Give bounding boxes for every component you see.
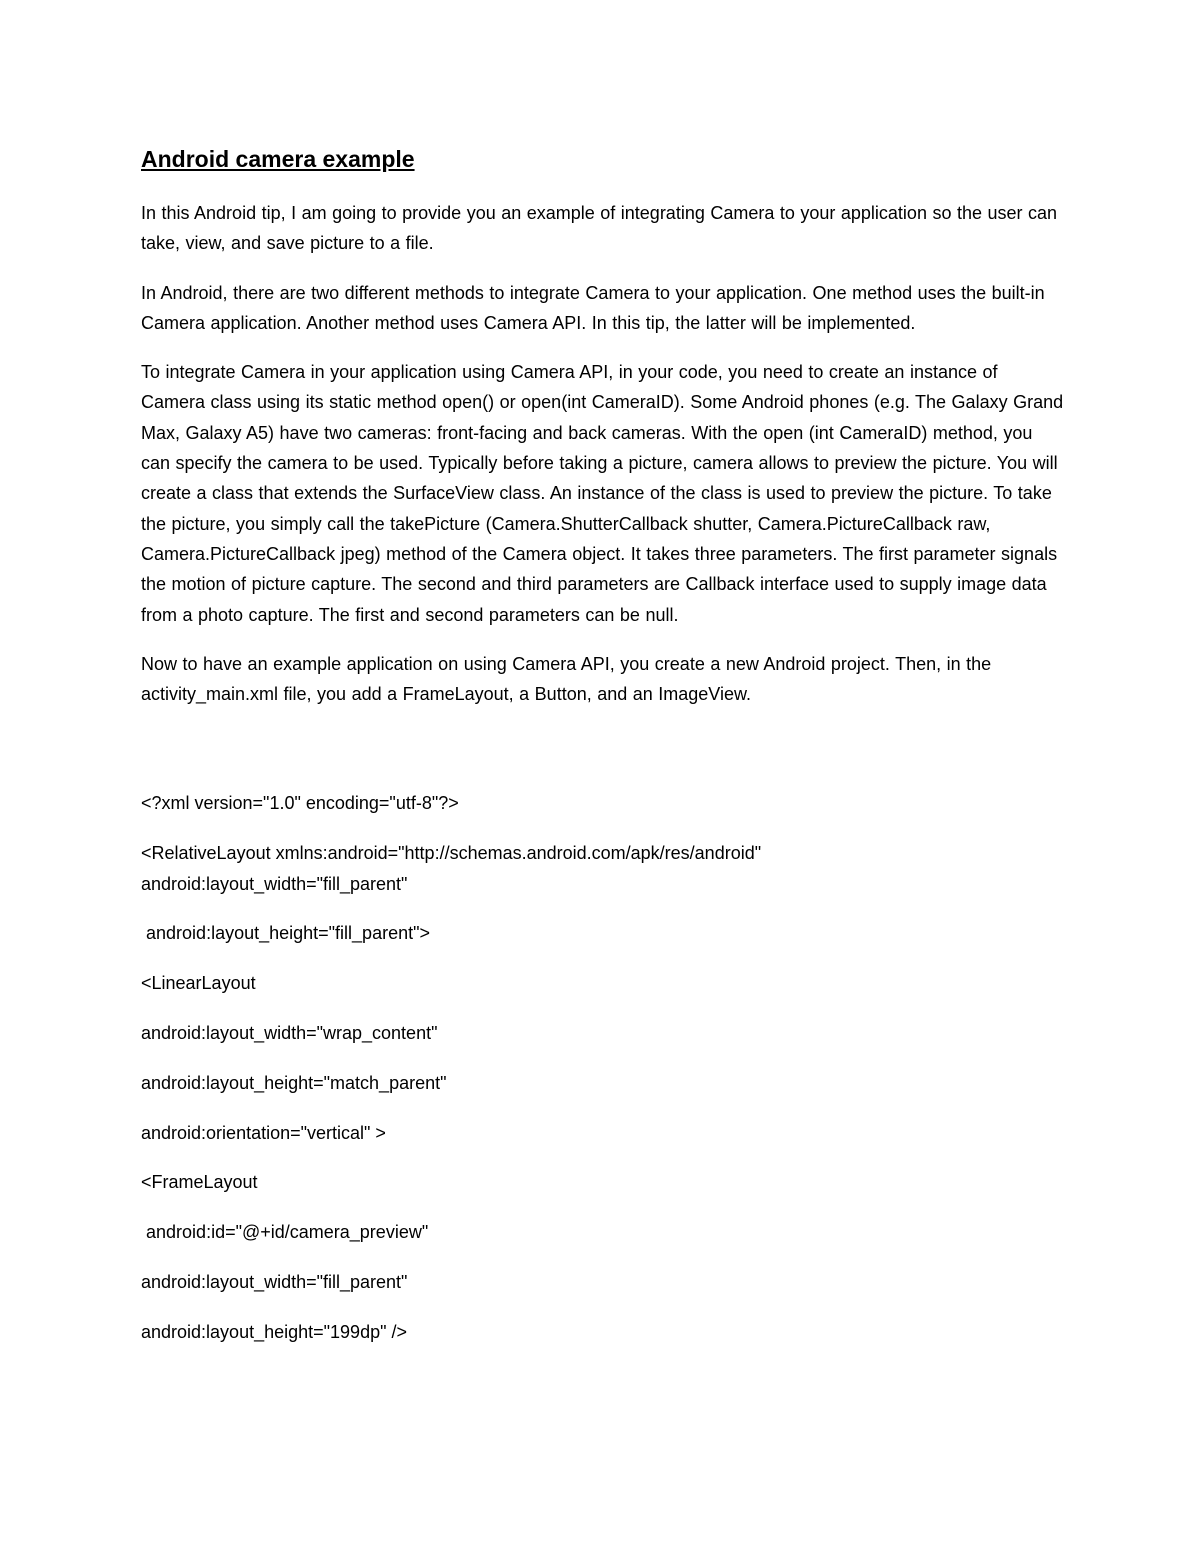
code-xml-declaration: <?xml version="1.0" encoding="utf-8"?> [141, 793, 459, 814]
code-frame-layout-id: android:id="@+id/camera_preview" [141, 1222, 429, 1243]
code-frame-layout-width: android:layout_width="fill_parent" [141, 1271, 408, 1292]
code-linear-layout-orientation: android:orientation="vertical" > [141, 1122, 386, 1143]
code-relative-layout-open: <RelativeLayout xmlns:android="http://schemas.android.com/apk/res/android" [141, 843, 762, 864]
methods-paragraph: In Android, there are two different methods to integrate Camera to your application. One method uses the built-in Camera application. Another method uses Camera API. In this tip, the latter will be implemented. [141, 282, 1045, 333]
code-linear-layout-open: <LinearLayout [141, 973, 256, 994]
code-relative-layout-height: android:layout_height="fill_parent"> [141, 923, 430, 944]
document-body [141, 144, 1066, 1367]
document-title: Android camera example [141, 146, 415, 172]
camera-api-paragraph: To integrate Camera in your application using Camera API, in your code, you need to create an instance of Camera class using its static method open() or open(int CameraID). Some Android phones (e.g. The Galaxy Grand Max, Galaxy A5) have two cameras: front-facing and back cameras. With the open (int CameraID) method, you can specify the camera to be used. Typically before taking a picture, camera allows to preview the picture. You will create a class that extends the SurfaceView class. An instance of the class is used to preview the picture. To take the picture, you simply call the takePicture (Camera.ShutterCallback shutter, Camera.PictureCallback raw, Camera.PictureCallback jpeg) method of the Camera object. It takes three parameters. The first parameter signals the motion of picture capture. The second and third parameters are Callback interface used to supply image data from a photo capture. The first and second parameters can be null. [141, 362, 1064, 625]
code-frame-layout-height: android:layout_height="199dp" /> [141, 1321, 407, 1342]
example-setup-paragraph: Now to have an example application on using Camera API, you create a new Android project. Then, in the activity_main.xml file, you add a FrameLayout, a Button, and an ImageView. [141, 653, 992, 705]
code-linear-layout-height: android:layout_height="match_parent" [141, 1072, 447, 1093]
code-linear-layout-width: android:layout_width="wrap_content" [141, 1022, 438, 1043]
code-relative-layout-width: android:layout_width="fill_parent" [141, 873, 408, 894]
intro-paragraph: In this Android tip, I am going to provide you an example of integrating Camera to your application so the user can take, view, and save picture to a file. [141, 203, 1058, 254]
blank-space [141, 728, 1066, 788]
code-frame-layout-open: <FrameLayout [141, 1172, 258, 1193]
